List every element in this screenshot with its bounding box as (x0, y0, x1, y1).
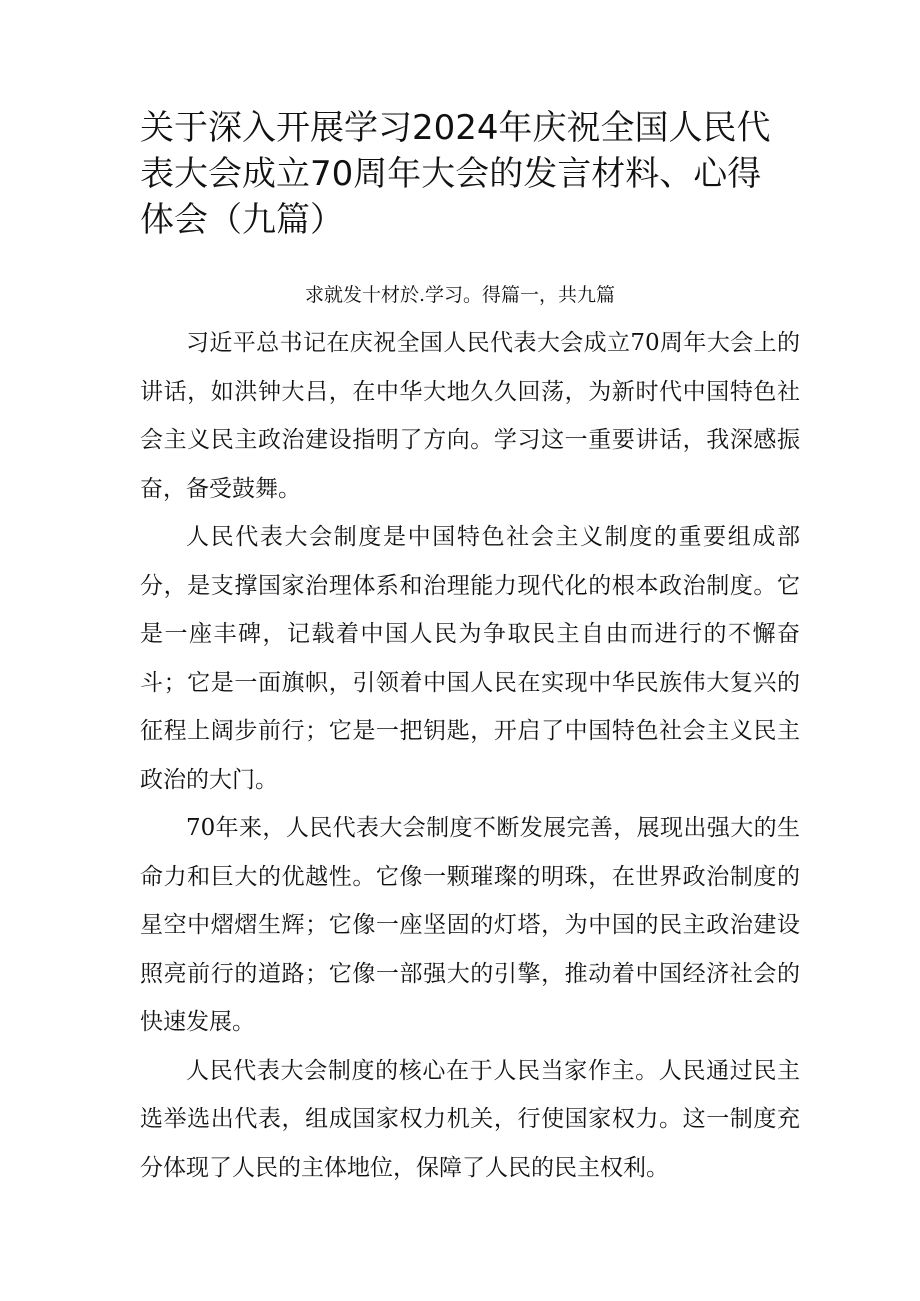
paragraph: 70年来，人民代表大会制度不断发展完善，展现出强大的生命力和巨大的优越性。它像一颗璀璨的明珠，在世界政治制度的星空中熠熠生辉；它像一座坚固的灯塔，为中国的民主政治建设照亮前行的道路；它像一部强大的引擎，推动着中国经济社会的快速发展。 (140, 815, 800, 1035)
document-subtitle: 求就发十材於.学习。得篇一，共九篇 (304, 284, 616, 306)
paragraph: 人民代表大会制度的核心在于人民当家作主。人民通过民主选举选出代表，组成国家权力机关，行使国家权力。这一制度充分体现了人民的主体地位，保障了人民的民主权利。 (140, 1057, 800, 1181)
document-title: 关于深入开展学习2024年庆祝全国人民代表大会成立70周年大会的发言材料、心得体会（九篇） (140, 108, 771, 240)
document-body (140, 319, 800, 1192)
paragraph: 习近平总书记在庆祝全国人民代表大会成立70周年大会上的讲话，如洪钟大吕，在中华大地久久回荡，为新时代中国特色社会主义民主政治建设指明了方向。学习这一重要讲话，我深感振奋，备受鼓舞。 (140, 330, 800, 502)
paragraph: 人民代表大会制度是中国特色社会主义制度的重要组成部分，是支撑国家治理体系和治理能力现代化的根本政治制度。它是一座丰碑，记载着中国人民为争取民主自由而进行的不懈奋斗；它是一面旗帜，引领着中国人民在实现中华民族伟大复兴的征程上阔步前行；它是一把钥匙，开启了中国特色社会主义民主政治的大门。 (140, 524, 800, 793)
